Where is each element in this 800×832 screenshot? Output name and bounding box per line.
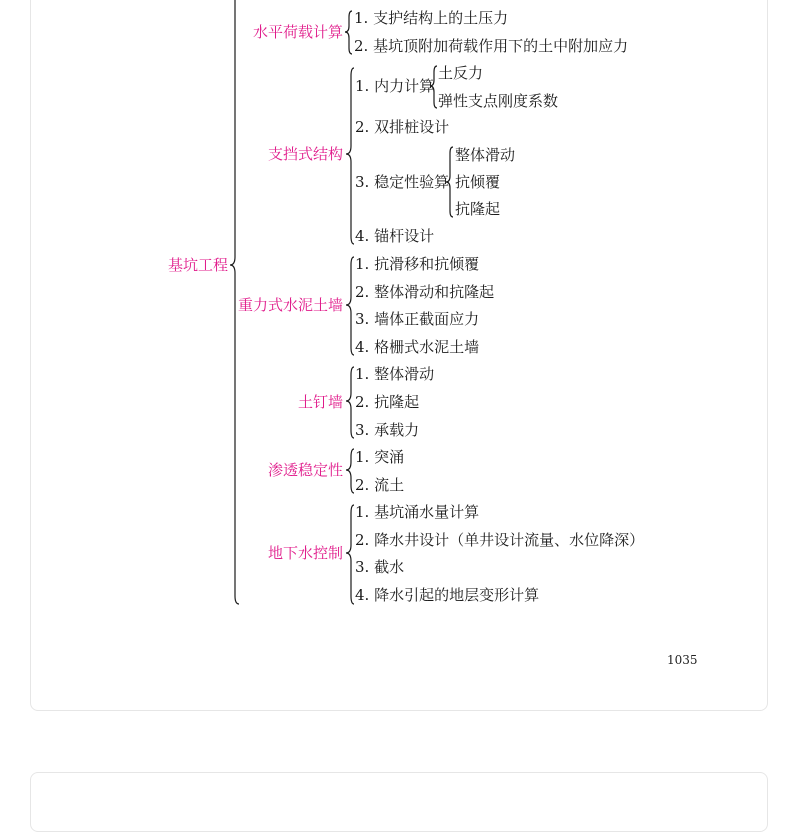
list-item: 2. 双排桩设计 [355, 118, 450, 136]
list-item: 1. 突涌 [355, 448, 405, 466]
list-item: 3. 截水 [355, 558, 405, 576]
section-title-soil-nail-wall: 土钉墙 [297, 393, 343, 411]
list-item: 3. 稳定性验算 [355, 173, 450, 191]
section-title-groundwater-control: 地下水控制 [267, 544, 343, 562]
list-item: 2. 整体滑动和抗隆起 [355, 283, 495, 301]
sub-item: 抗隆起 [455, 200, 501, 218]
next-document-page [30, 772, 768, 832]
sub-item: 整体滑动 [455, 146, 516, 164]
list-item: 4. 降水引起的地层变形计算 [355, 586, 540, 604]
page-number: 1035 [667, 653, 698, 667]
section-title-horizontal-load: 水平荷载计算 [252, 23, 343, 41]
sub-item: 弹性支点刚度系数 [438, 92, 559, 110]
section-title-retaining-structure: 支挡式结构 [267, 145, 343, 163]
list-item: 1. 基坑涌水量计算 [355, 503, 480, 521]
root-topic: 基坑工程 [167, 256, 228, 274]
sub-item: 土反力 [438, 64, 484, 82]
list-item: 2. 降水井设计（单井设计流量、水位降深） [355, 531, 645, 549]
list-item: 1. 整体滑动 [355, 365, 435, 383]
section-title-gravity-wall: 重力式水泥土墙 [237, 296, 343, 314]
list-item: 4. 格栅式水泥土墙 [355, 338, 480, 356]
list-item: 2. 基坑顶附加荷载作用下的土中附加应力 [354, 37, 629, 55]
list-item: 4. 锚杆设计 [355, 227, 435, 245]
sub-item: 抗倾覆 [455, 173, 501, 191]
list-item: 3. 墙体正截面应力 [355, 310, 480, 328]
section-title-seepage-stability: 渗透稳定性 [267, 461, 343, 479]
list-item: 2. 流土 [355, 476, 405, 494]
list-item: 2. 抗隆起 [355, 393, 420, 411]
list-item: 1. 支护结构上的土压力 [354, 9, 509, 27]
list-item: 1. 抗滑移和抗倾覆 [355, 255, 480, 273]
list-item: 3. 承载力 [355, 421, 420, 439]
list-item: 1. 内力计算 [355, 77, 435, 95]
